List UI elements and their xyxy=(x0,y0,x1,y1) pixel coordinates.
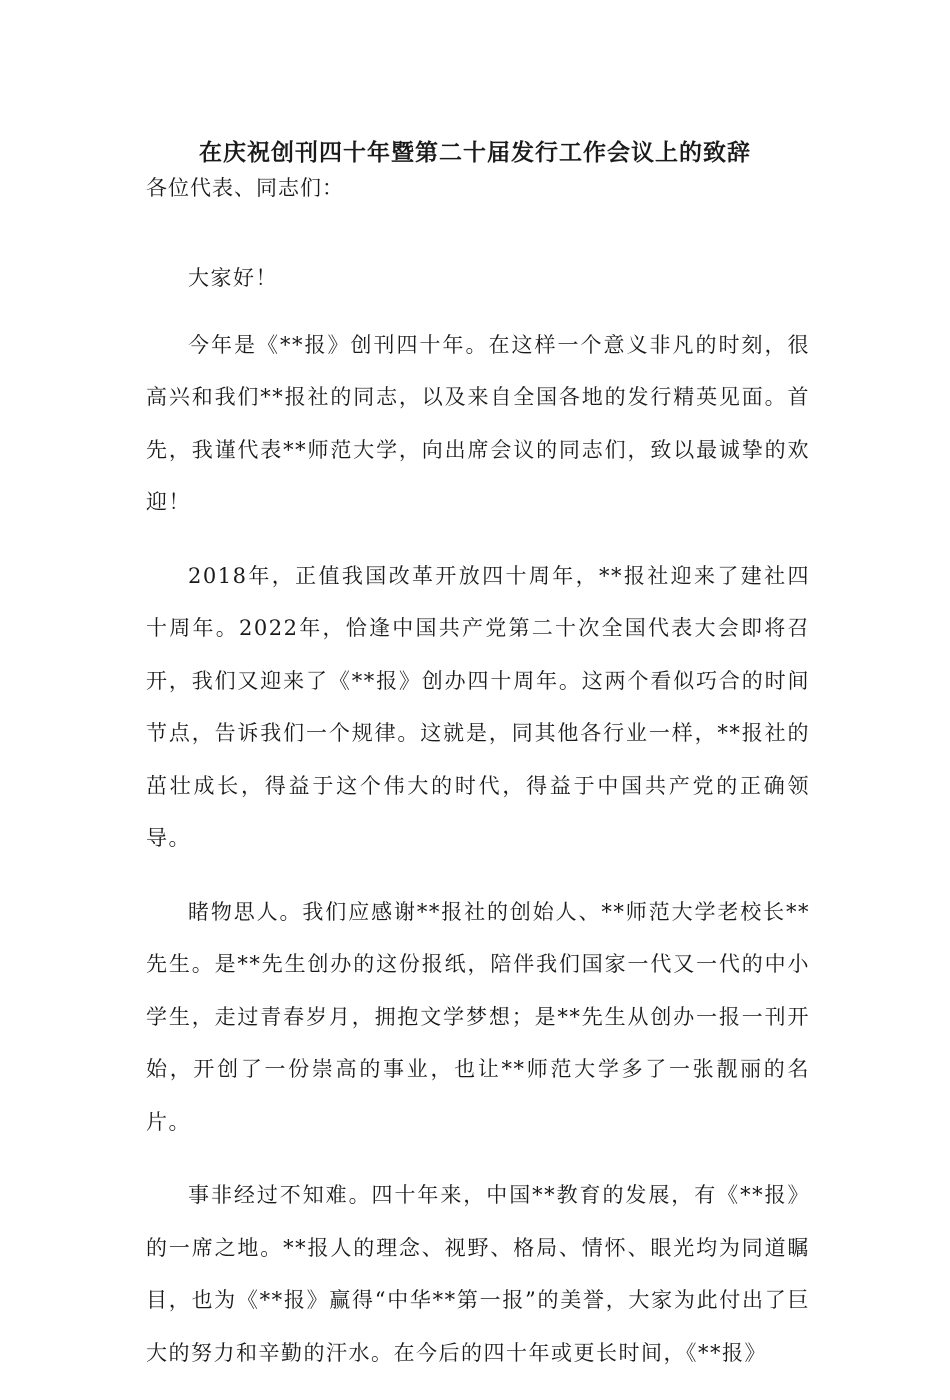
document-title: 在庆祝创刊四十年暨第二十届发行工作会议上的致辞 xyxy=(199,139,751,166)
paragraph: 2018年，正值我国改革开放四十周年，**报社迎来了建社四十周年。2022年，恰逢中国共产党第二十次全国代表大会即将召开，我们又迎来了《**报》创办四十周年。这两个看似巧合的时间节点，告诉我们一个规律。这就是，同其他各行业一样，**报社的茁壮成长，得益于这个伟大的时代，得益于中国共产党的正确领导。 xyxy=(146,563,810,850)
paragraph: 今年是《**报》创刊四十年。在这样一个意义非凡的时刻，很高兴和我们**报社的同志，以及来自全国各地的发行精英见面。首先，我谨代表**师范大学，向出席会议的同志们，致以最诚挚的欢迎！ xyxy=(146,332,810,514)
paragraph-greeting: 大家好！ xyxy=(188,266,278,290)
salutation: 各位代表、同志们： xyxy=(146,176,344,200)
paragraph: 睹物思人。我们应感谢**报社的创始人、**师范大学老校长**先生。是**先生创办的这份报纸，陪伴我们国家一代又一代的中小学生，走过青春岁月，拥抱文学梦想；是**先生从创办一报一刊开始，开创了一份崇高的事业，也让**师范大学多了一张靓丽的名片。 xyxy=(146,899,810,1134)
document-body xyxy=(146,252,810,1400)
paragraph: 事非经过不知难。四十年来，中国**教育的发展，有《**报》的一席之地。**报人的理念、视野、格局、情怀、眼光均为同道瞩目，也为《**报》赢得“中华**第一报”的美誉，大家为此付出了巨大的努力和辛勤的汗水。在今后的四十年或更长时间，《**报》 xyxy=(146,1183,810,1365)
